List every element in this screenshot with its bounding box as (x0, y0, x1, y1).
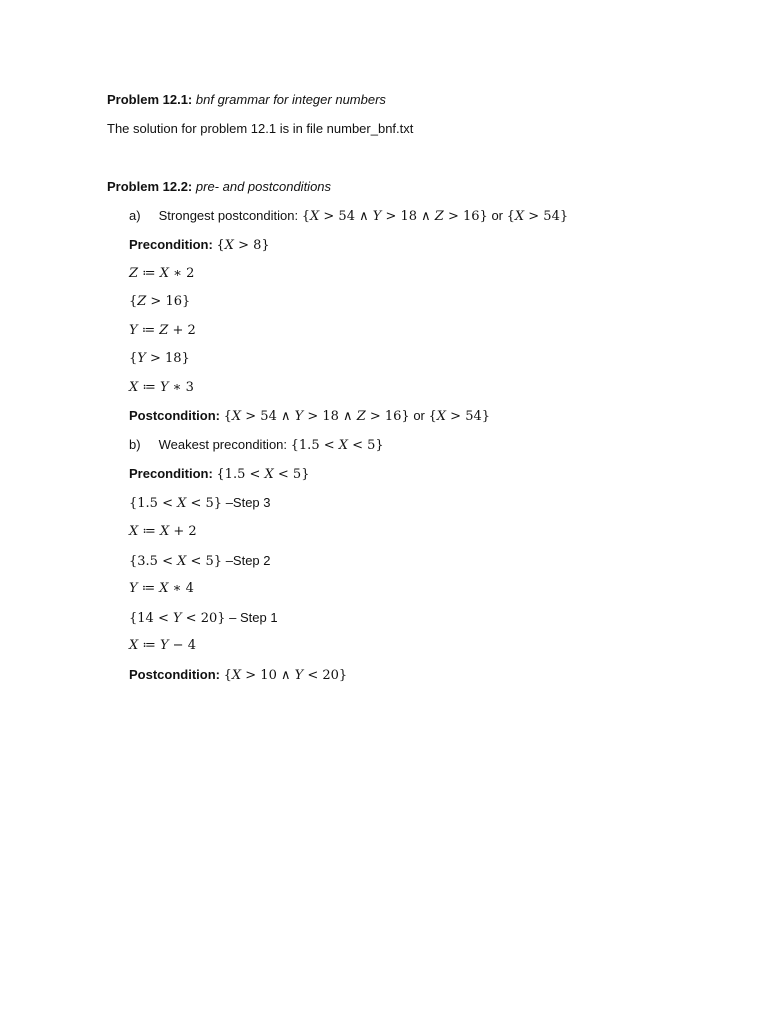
part-a-or: or (491, 208, 503, 223)
part-b-step-6: 𝑋 ≔ 𝑌 − 4 (129, 638, 196, 653)
part-b-step-1-value: {1.5 < 𝑋 < 5} (129, 496, 223, 511)
part-b-step-5-note: – Step 1 (229, 610, 278, 625)
problem-12-1-title: Problem 12.1: (107, 92, 193, 107)
part-a-step-2: {𝑍 > 16} (129, 294, 191, 309)
part-b-precondition-value: {1.5 < 𝑋 < 5} (216, 467, 310, 482)
part-b-precondition (129, 466, 309, 483)
part-b-step-2: 𝑋 ≔ 𝑋 + 2 (129, 524, 197, 539)
part-b-step-5 (129, 610, 278, 627)
problem-12-2-subtitle: pre- and postconditions (195, 179, 332, 194)
part-b-postcondition (129, 667, 347, 684)
part-a-precondition-label: Precondition: (129, 237, 213, 252)
part-b-label: b) (129, 437, 141, 452)
part-a-precondition-value: {𝑋 > 8} (216, 238, 270, 253)
part-b-postcondition-value: {𝑋 > 10 ∧ 𝑌 < 20} (223, 668, 348, 683)
part-b-statement (129, 437, 384, 454)
part-b-step-3-value: {3.5 < 𝑋 < 5} (129, 554, 223, 569)
problem-12-1-subtitle: bnf grammar for integer numbers (195, 92, 386, 107)
problem-12-2-heading (107, 179, 331, 195)
part-a-condition-1: {𝑋 > 54 ∧ 𝑌 > 18 ∧ 𝑍 > 16} (301, 209, 488, 224)
part-a-postcondition (129, 408, 490, 425)
part-a-postcondition-label: Postcondition: (129, 408, 220, 423)
part-b-step-1-note: –Step 3 (225, 495, 271, 510)
part-b-postcondition-label: Postcondition: (129, 667, 220, 682)
part-b-text: Weakest precondition: (158, 437, 288, 452)
part-b-step-3-note: –Step 2 (225, 553, 271, 568)
problem-12-1-solution: The solution for problem 12.1 is in file number_bnf.txt (107, 121, 414, 136)
part-a-precondition (129, 237, 270, 254)
part-a-postcondition-or: or (413, 408, 425, 423)
part-a-condition-2: {𝑋 > 54} (506, 209, 569, 224)
part-b-condition: {1.5 < 𝑋 < 5} (290, 438, 384, 453)
problem-12-2-title: Problem 12.2: (107, 179, 193, 194)
part-b-step-4: 𝑌 ≔ 𝑋 ∗ 4 (129, 581, 194, 596)
part-b-step-5-value: {14 < 𝑌 < 20} (129, 611, 226, 626)
part-a-step-4: {𝑌 > 18} (129, 351, 190, 366)
part-a-step-1: 𝑍 ≔ 𝑋 ∗ 2 (129, 266, 195, 281)
part-a-step-5: 𝑋 ≔ 𝑌 ∗ 3 (129, 380, 194, 395)
part-a-step-3: 𝑌 ≔ 𝑍 + 2 (129, 323, 196, 338)
part-a-label: a) (129, 208, 141, 223)
problem-12-1-heading (107, 92, 386, 108)
part-a-postcondition-value-2: {𝑋 > 54} (428, 409, 491, 424)
part-a-postcondition-value-1: {𝑋 > 54 ∧ 𝑌 > 18 ∧ 𝑍 > 16} (223, 409, 410, 424)
part-b-step-3 (129, 553, 271, 570)
part-b-precondition-label: Precondition: (129, 466, 213, 481)
part-a-statement (129, 208, 568, 225)
part-b-step-1 (129, 495, 271, 512)
part-a-text: Strongest postcondition: (158, 208, 299, 223)
